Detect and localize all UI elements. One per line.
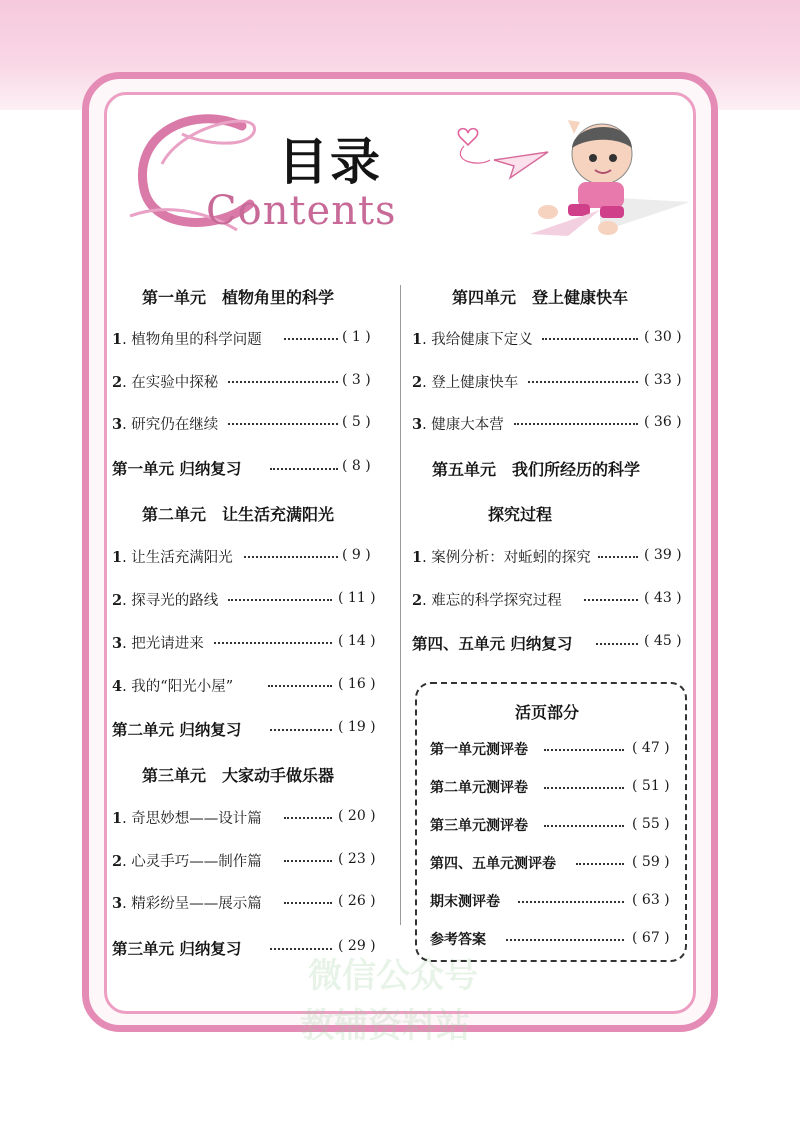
item-number: 4: [112, 678, 123, 695]
tear-out-title: 活页部分: [515, 703, 580, 722]
toc-item[interactable]: [112, 807, 262, 828]
tear-out-item[interactable]: 第一单元测评卷: [430, 742, 528, 758]
page-number: ( 8 ): [342, 458, 371, 474]
dot-leader: [228, 381, 338, 383]
toc-item[interactable]: [412, 371, 518, 392]
page-number: ( 11 ): [338, 590, 376, 606]
dot-leader: [284, 338, 338, 340]
item-number: 3: [112, 635, 123, 652]
item-number: 2: [112, 592, 123, 609]
dot-leader: [270, 468, 338, 470]
item-title: . 探寻光的路线: [122, 593, 219, 609]
tear-out-item[interactable]: 第三单元测评卷: [430, 818, 528, 834]
unit-5-heading-line2: 探究过程: [488, 505, 553, 524]
toc-item[interactable]: [112, 675, 233, 696]
item-number: 3: [112, 895, 123, 912]
unit-1-review[interactable]: 第一单元 归纳复习: [112, 460, 242, 478]
item-title: . 把光请进来: [122, 636, 204, 652]
dot-leader: [214, 642, 332, 644]
page-number: ( 23 ): [338, 851, 376, 867]
tear-out-item[interactable]: 参考答案: [430, 932, 486, 948]
item-title: . 我的“阳光小屋”: [122, 679, 234, 695]
item-title: . 健康大本营: [422, 417, 504, 433]
item-title: . 案例分析：对蚯蚓的探究: [422, 550, 591, 566]
watermark-line1: 微信公众号: [308, 956, 478, 996]
toc-item[interactable]: [112, 371, 218, 392]
dot-leader: [542, 338, 638, 340]
item-number: 3: [112, 416, 123, 433]
item-number: 1: [112, 331, 123, 348]
unit-5-heading-line1: 第五单元 我们所经历的科学: [432, 460, 641, 479]
page-title: 目录: [278, 133, 382, 191]
unit-4-5-review[interactable]: 第四、五单元 归纳复习: [412, 635, 573, 653]
item-title: . 难忘的科学探究过程: [422, 593, 562, 609]
item-title: . 心灵手巧——制作篇: [122, 854, 262, 870]
tear-out-item[interactable]: 期末测评卷: [430, 894, 500, 910]
page-number: ( 3 ): [342, 372, 371, 388]
unit-1-heading: 第一单元 植物角里的科学: [142, 288, 335, 307]
page-number: ( 51 ): [632, 778, 670, 794]
page-number: ( 39 ): [644, 547, 682, 563]
toc-item[interactable]: [112, 850, 262, 871]
dot-leader: [244, 556, 338, 558]
child-paper-plane-illustration: [450, 112, 700, 242]
page-number: ( 30 ): [644, 329, 682, 345]
toc-item[interactable]: [112, 413, 218, 434]
page-number: ( 36 ): [644, 414, 682, 430]
item-title: . 研究仍在继续: [122, 417, 219, 433]
column-divider: [400, 285, 401, 925]
dot-leader: [514, 423, 638, 425]
dot-leader: [518, 901, 624, 903]
item-title: . 登上健康快车: [422, 375, 519, 391]
page-number: ( 19 ): [338, 719, 376, 735]
unit-4-heading: 第四单元 登上健康快车: [452, 288, 629, 307]
toc-item[interactable]: [112, 892, 262, 913]
dot-leader: [598, 556, 638, 558]
dot-leader: [284, 902, 332, 904]
page-number: ( 55 ): [632, 816, 670, 832]
unit-2-review[interactable]: 第二单元 归纳复习: [112, 721, 242, 739]
page-number: ( 47 ): [632, 740, 670, 756]
unit-3-review[interactable]: 第三单元 归纳复习: [112, 940, 242, 958]
dot-leader: [544, 787, 624, 789]
page-number: ( 14 ): [338, 633, 376, 649]
page-number: ( 45 ): [644, 633, 682, 649]
dot-leader: [506, 939, 624, 941]
item-number: 2: [112, 853, 123, 870]
item-title: . 在实验中探秘: [122, 375, 219, 391]
page-number: ( 5 ): [342, 414, 371, 430]
page-number: ( 29 ): [338, 938, 376, 954]
dot-leader: [584, 599, 638, 601]
dot-leader: [544, 825, 624, 827]
dot-leader: [284, 817, 332, 819]
page-number: ( 20 ): [338, 808, 376, 824]
page-subtitle: Contents: [206, 188, 397, 234]
toc-item[interactable]: [112, 632, 204, 653]
item-title: . 我给健康下定义: [422, 332, 533, 348]
item-number: 2: [412, 592, 423, 609]
item-number: 2: [112, 374, 123, 391]
dot-leader: [270, 948, 332, 950]
dot-leader: [576, 863, 624, 865]
page-number: ( 63 ): [632, 892, 670, 908]
dot-leader: [228, 423, 338, 425]
page-number: ( 9 ): [342, 547, 371, 563]
item-number: 1: [412, 331, 423, 348]
dot-leader: [596, 643, 638, 645]
toc-item[interactable]: [412, 413, 504, 434]
item-number: 1: [112, 549, 123, 566]
tear-out-item[interactable]: 第四、五单元测评卷: [430, 856, 556, 872]
item-title: . 精彩纷呈——展示篇: [122, 896, 262, 912]
page-number: ( 33 ): [644, 372, 682, 388]
page-number: ( 59 ): [632, 854, 670, 870]
dot-leader: [284, 860, 332, 862]
unit-2-heading: 第二单元 让生活充满阳光: [142, 505, 335, 524]
page-number: ( 16 ): [338, 676, 376, 692]
dot-leader: [268, 685, 332, 687]
item-number: 1: [412, 549, 423, 566]
item-number: 3: [412, 416, 423, 433]
item-number: 1: [112, 810, 123, 827]
toc-item[interactable]: [412, 546, 591, 567]
dot-leader: [228, 599, 332, 601]
page-number: ( 67 ): [632, 930, 670, 946]
watermark-line2: 教辅资料站: [300, 1006, 470, 1046]
toc-item[interactable]: [412, 328, 533, 349]
item-number: 2: [412, 374, 423, 391]
unit-3-heading: 第三单元 大家动手做乐器: [142, 766, 335, 785]
dot-leader: [270, 729, 332, 731]
item-title: . 让生活充满阳光: [122, 550, 233, 566]
item-title: . 奇思妙想——设计篇: [122, 811, 262, 827]
toc-item[interactable]: [112, 589, 218, 610]
item-title: . 植物角里的科学问题: [122, 332, 262, 348]
dot-leader: [528, 381, 638, 383]
page-number: ( 1 ): [342, 329, 371, 345]
toc-item[interactable]: [112, 328, 262, 349]
page-number: ( 26 ): [338, 893, 376, 909]
toc-item[interactable]: [112, 546, 233, 567]
page-number: ( 43 ): [644, 590, 682, 606]
toc-item[interactable]: [412, 589, 562, 610]
tear-out-item[interactable]: 第二单元测评卷: [430, 780, 528, 796]
dot-leader: [544, 749, 624, 751]
